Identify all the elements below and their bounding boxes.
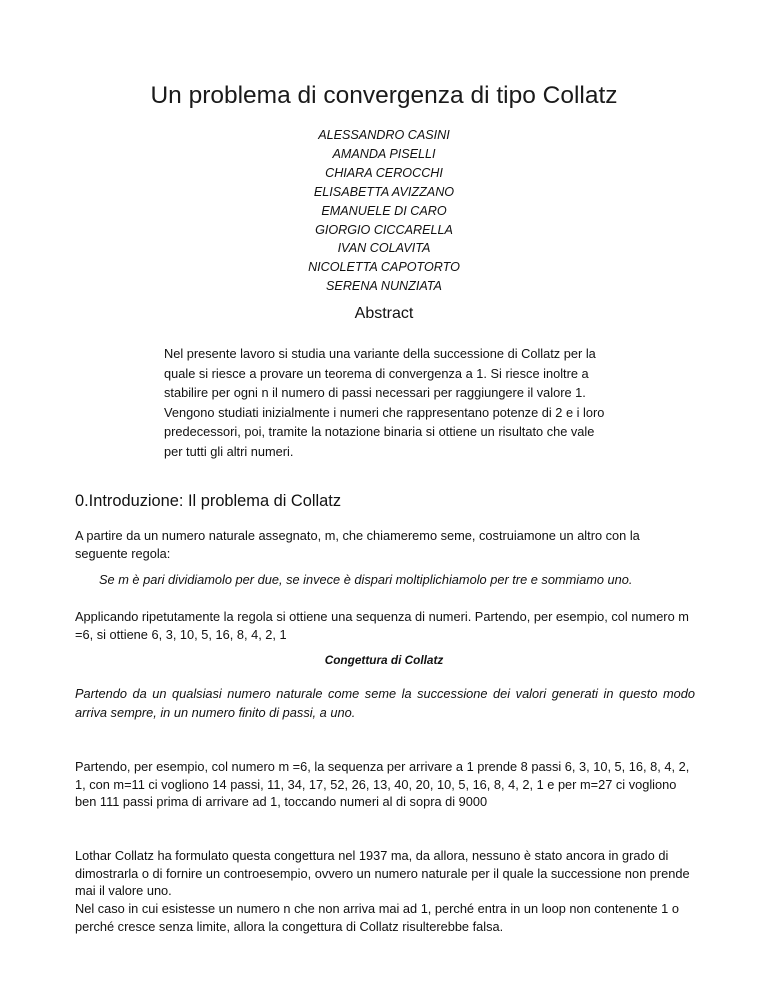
collatz-rule: Se m è pari dividiamolo per due, se invece è dispari moltiplichiamolo per tre e sommiamo uno. — [99, 572, 633, 587]
paragraph-sequences: Partendo, per esempio, col numero m =6, la sequenza per arrivare a 1 prende 8 passi 6, 3, 10, 5, 16, 8, 4, 2, 1, con m=11 ci vogliono 14 passi, 11, 34, 17, 52, 26, 13, 40, 20, 10, 5, 16, 8, 4, 2, 1 e per m=27 ci vogliono ben 111 passi prima di arrivare ad 1, toccando numeri al di sopra di 9000 — [75, 759, 690, 809]
author-list — [0, 126, 768, 296]
abstract-heading: Abstract — [354, 305, 414, 322]
author-name: ALESSANDRO CASINI — [318, 128, 450, 142]
paragraph-history: Lothar Collatz ha formulato questa congettura nel 1937 ma, da allora, nessuno è stato ancora in grado di dimostrarla o di fornire un controesempio, ovvero un numero naturale per il quale la successione non prende mai il valore uno. — [75, 848, 690, 898]
author-name: CHIARA CEROCCHI — [325, 165, 443, 180]
author-name: EMANUELE DI CARO — [321, 203, 447, 218]
author-name: AMANDA PISELLI — [332, 146, 436, 161]
conjecture-text: Partendo da un qualsiasi numero naturale come seme la successione dei valori generati in questo modo arriva sempre, in un numero finito di passi, a uno. — [75, 686, 695, 720]
author-name: ELISABETTA AVIZZANO — [313, 184, 455, 199]
section-heading: 0.Introduzione: Il problema di Collatz — [75, 492, 342, 510]
author-name: SERENA NUNZIATA — [326, 279, 442, 294]
paragraph-intro: A partire da un numero naturale assegnato, m, che chiameremo seme, costruiamone un altro con la seguente regola: — [75, 528, 640, 561]
author-name: NICOLETTA CAPOTORTO — [308, 260, 460, 275]
author-name: IVAN COLAVITA — [337, 241, 431, 256]
abstract-text: Nel presente lavoro si studia una variante della successione di Collatz per la quale si riesce a provare un teorema di convergenza a 1. Si riesce inoltre a stabilire per ogni n il numero di passi necessari per raggiungere il valore 1. Vengono studiati inizialmente i numeri che rappresentano potenze di 2 e i loro predecessori, poi, tramite la notazione binaria si ottiene un risultato che vale per tutti gli altri numeri. — [164, 346, 605, 459]
paragraph-counterexample: Nel caso in cui esistesse un numero n che non arriva mai ad 1, perché entra in un loop non contenente 1 o perché cresce senza limite, allora la congettura di Collatz risulterebbe falsa. — [75, 901, 679, 934]
conjecture-heading: Congettura di Collatz — [324, 653, 444, 667]
paper-title: Un problema di convergenza di tipo Collatz — [150, 82, 618, 109]
author-name: GIORGIO CICCARELLA — [315, 222, 453, 237]
paragraph-example: Applicando ripetutamente la regola si ottiene una sequenza di numeri. Partendo, per esempio, col numero m =6, si ottiene 6, 3, 10, 5, 16, 8, 4, 2, 1 — [75, 609, 689, 642]
